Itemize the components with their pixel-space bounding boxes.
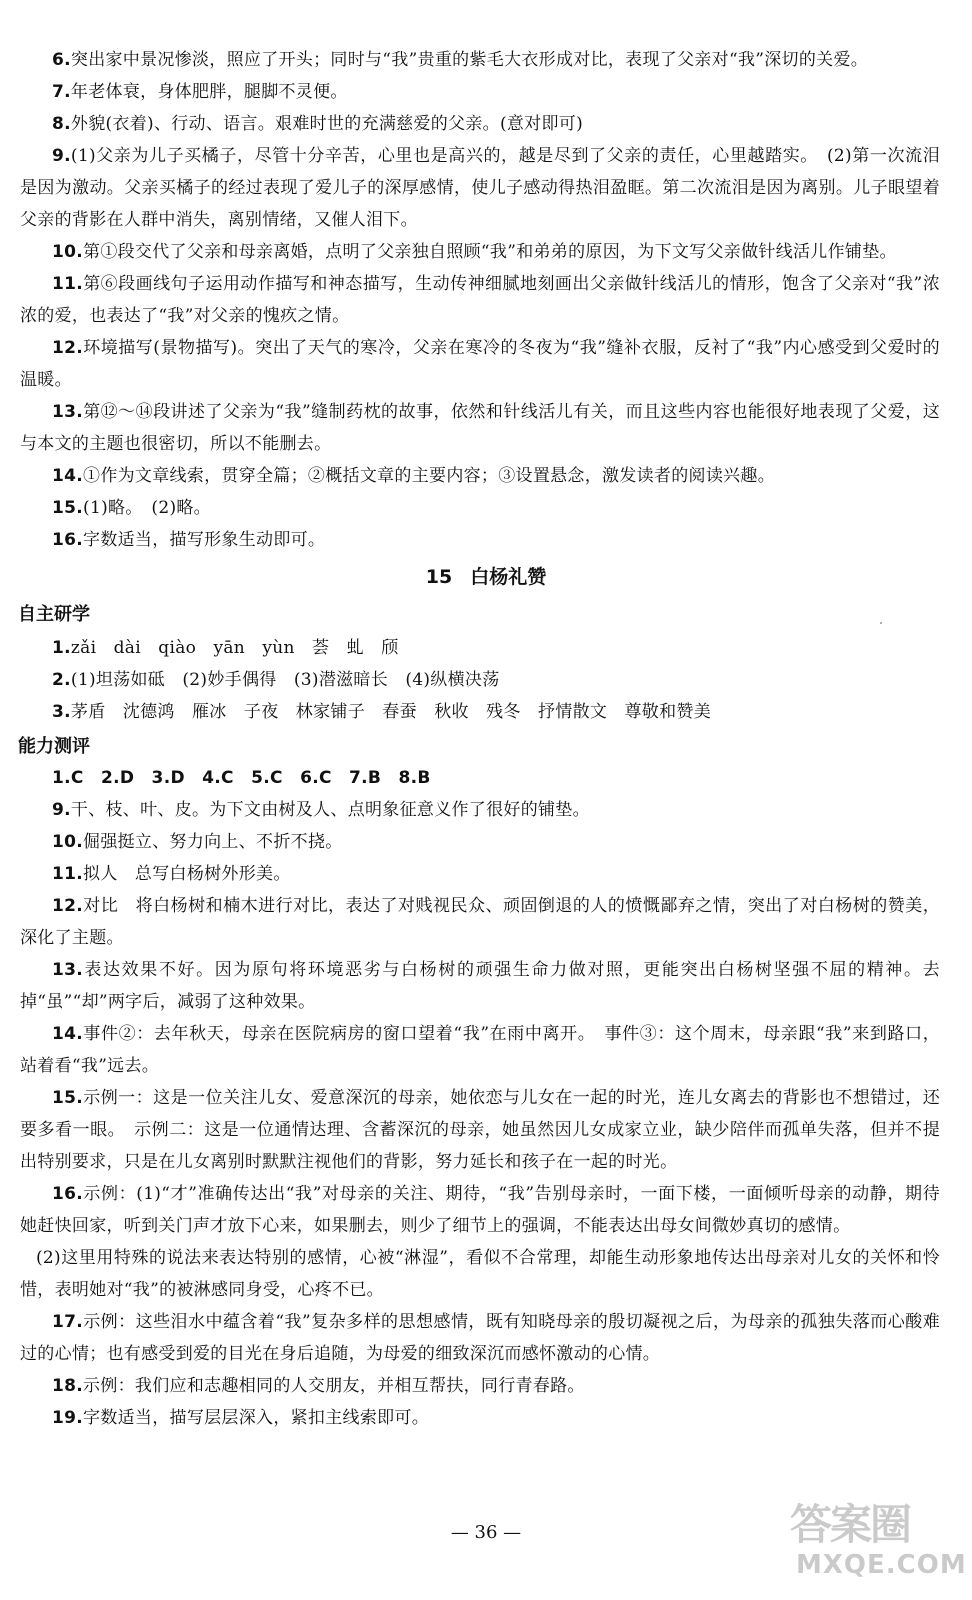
ability-item-13: 13.表达效果不好。因为原句将环境恶劣与白杨树的顽强生命力做对照，更能突出白杨树坚强不屈的精神。去掉“虽”“却”两字后，减弱了这种效果。 — [20, 960, 940, 1012]
watermark-logo-text: 答案圈 — [790, 1500, 911, 1549]
watermark-url: MXQE.COM — [796, 1550, 967, 1580]
ability-item-18: 18.示例：我们应和志趣相同的人交朋友，并相互帮扶，同行青春路。 — [52, 1376, 585, 1396]
ability-item-15: 15.示例一：这是一位关注儿女、爱意深沉的母亲，她依恋与儿女在一起的时光，连儿女离去的背影也不想错过，还要多看一眼。 示例二：这是一位通情达理、含蓄深沉的母亲，她虽然因儿女成家立业，缺少陪伴而孤单失落，但并不提出特别要求，只是在儿女离别时默默注视他们的背影，努力延长和孩子在一起的时光。 — [20, 1088, 940, 1172]
ability-item-19: 19.字数适当，描写层层深入，紧扣主线索即可。 — [52, 1408, 430, 1428]
page-number: — 36 — — [450, 1522, 522, 1543]
ability-item-choices: 1.C 2.D 3.D 4.C 5.C 6.C 7.B 8.B — [52, 768, 431, 788]
watermark-logo — [790, 1492, 967, 1592]
ability-item-9: 9.干、枝、叶、皮。为下文由树及人、点明象征意义作了很好的铺垫。 — [52, 800, 590, 820]
answer-item-6: 6.突出家中景况惨淡，照应了开头；同时与“我”贵重的紫毛大衣形成对比，表现了父亲对“我”深切的关爱。 — [52, 50, 869, 70]
ability-item-16-part1: 16.示例：(1)“才”准确传达出“我”对母亲的关注、期待，“我”告别母亲时，一面下楼，一面倾听母亲的动静，期待她赶快回家，听到关门声才放下心来，如果删去，则少了细节上的强调，不能表达出母女间微妙真切的感情。 — [20, 1184, 940, 1236]
lesson-heading: 15 白杨礼赞 — [425, 566, 547, 588]
section-title-self-study: 自主研学 — [18, 604, 90, 625]
speck — [880, 622, 882, 624]
self-study-item-1: 1.zǎi dài qiào yān yùn 荟 虬 颀 — [52, 638, 399, 658]
answer-item-16: 16.字数适当，描写形象生动即可。 — [52, 530, 326, 550]
answer-item-9: 9.(1)父亲为儿子买橘子，尽管十分辛苦，心里也是高兴的，越是尽到了父亲的责任，心里越踏实。 (2)第一次流泪是因为激动。父亲买橘子的经过表现了爱儿子的深厚感情，使儿子感动得热泪盈眶。第二次流泪是因为离别。儿子眼望着父亲的背影在人群中消失，离别情绪，又催人泪下。 — [20, 146, 940, 230]
answer-item-12: 12.环境描写(景物描写)。突出了天气的寒冷，父亲在寒冷的冬夜为“我”缝补衣服，反衬了“我”内心感受到父爱时的温暖。 — [20, 338, 940, 390]
answer-item-11: 11.第⑥段画线句子运用动作描写和神态描写，生动传神细腻地刻画出父亲做针线活儿的情形，饱含了父亲对“我”浓浓的爱，也表达了“我”对父亲的愧疚之情。 — [20, 274, 940, 326]
answer-item-14: 14.①作为文章线索，贯穿全篇；②概括文章的主要内容；③设置悬念，激发读者的阅读兴趣。 — [52, 466, 776, 486]
answer-item-8: 8.外貌(衣着)、行动、语言。艰难时世的充满慈爱的父亲。(意对即可) — [52, 114, 584, 134]
answer-item-15: 15.(1)略。 (2)略。 — [52, 498, 211, 518]
self-study-item-3: 3.茅盾 沈德鸿 雁冰 子夜 林家铺子 春蚕 秋收 残冬 抒情散文 尊敬和赞美 — [52, 702, 711, 722]
answer-item-10: 10.第①段交代了父亲和母亲离婚，点明了父亲独自照顾“我”和弟弟的原因，为下文写父亲做针线活儿作铺垫。 — [52, 242, 897, 262]
ability-item-16-part2: (2)这里用特殊的说法来表达特别的感情，心被“淋湿”，看似不合常理，却能生动形象地传达出母亲对儿女的关怀和怜惜，表明她对“我”的被淋感同身受，心疼不已。 — [20, 1248, 940, 1300]
ability-item-10: 10.倔强挺立、努力向上、不折不挠。 — [52, 832, 343, 852]
ability-item-11: 11.拟人 总写白杨树外形美。 — [52, 864, 291, 884]
answer-item-13: 13.第⑫～⑭段讲述了父亲为“我”缝制药枕的故事，依然和针线活儿有关，而且这些内容也能很好地表现了父爱，这与本文的主题也很密切，所以不能删去。 — [20, 402, 940, 454]
ability-item-14: 14.事件②：去年秋天，母亲在医院病房的窗口望着“我”在雨中离开。 事件③：这个周末，母亲跟“我”来到路口，站着看“我”远去。 — [20, 1024, 940, 1076]
answer-item-7: 7.年老体衰，身体肥胖，腿脚不灵便。 — [52, 82, 348, 102]
ability-item-17: 17.示例：这些泪水中蕴含着“我”复杂多样的思想感情，既有知晓母亲的殷切凝视之后，为母亲的孤独失落而心酸难过的心情；也有感受到爱的目光在身后追随，为母爱的细致深沉而感怀激动的心情。 — [20, 1312, 940, 1364]
self-study-item-2: 2.(1)坦荡如砥 (2)妙手偶得 (3)潜滋暗长 (4)纵横决荡 — [52, 670, 500, 690]
ability-item-12: 12.对比 将白杨树和楠木进行对比，表达了对贱视民众、顽固倒退的人的愤慨鄙弃之情，突出了对白杨树的赞美，深化了主题。 — [20, 896, 940, 948]
section-title-ability-test: 能力测评 — [18, 736, 90, 757]
